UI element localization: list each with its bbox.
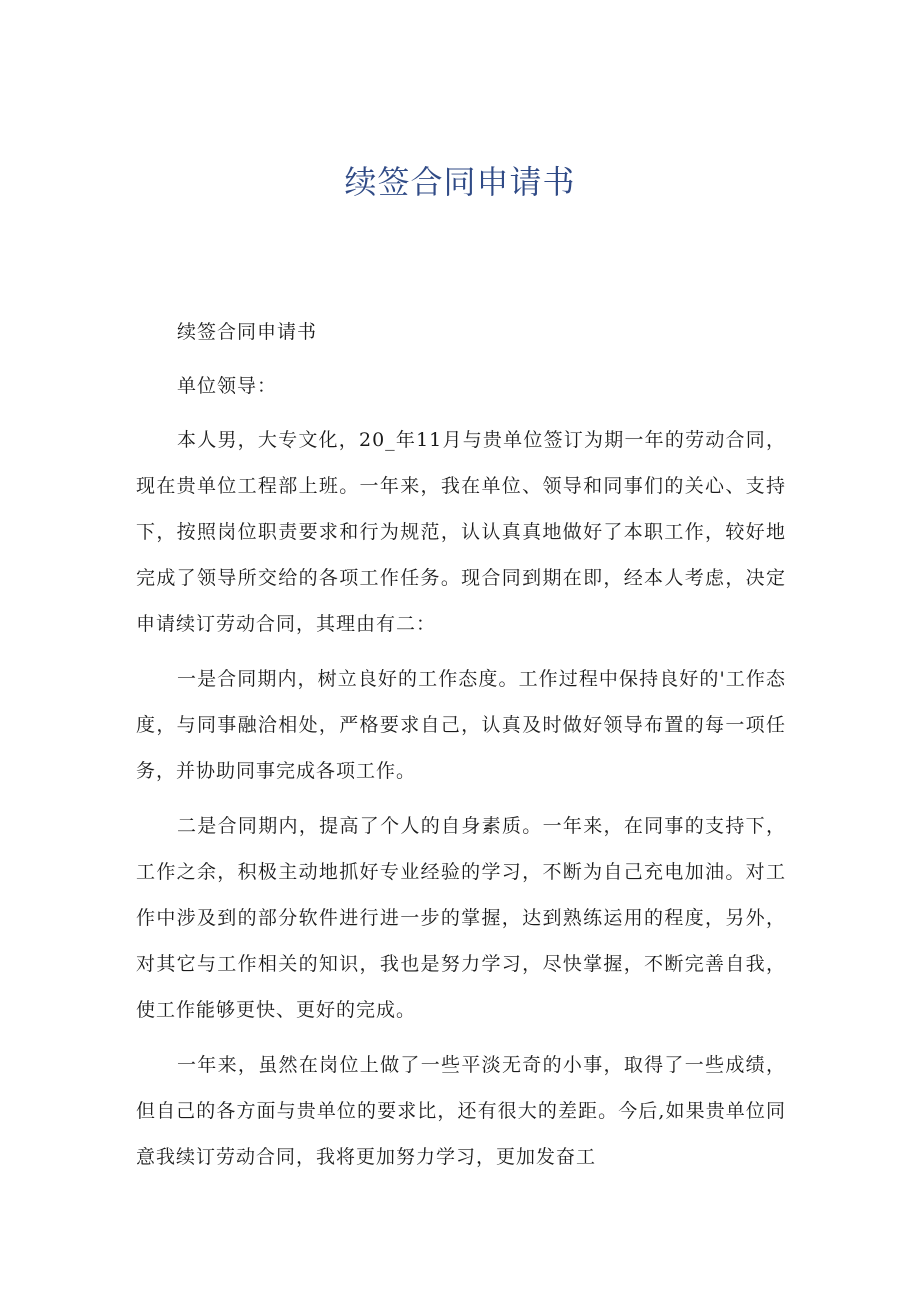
paragraph-conclusion: 一年来，虽然在岗位上做了一些平淡无奇的小事，取得了一些成绩，但自己的各方面与贵单位的要求比，还有很大的差距。今后,如果贵单位同意我续订劳动合同，我将更加努力学习，更加发奋工 (136, 1054, 786, 1168)
salutation: 单位领导： (177, 375, 278, 397)
document-title: 续签合同申请书 (344, 163, 576, 201)
body-heading: 续签合同申请书 (177, 321, 318, 343)
paragraph-reason-two: 二是合同期内，提高了个人的自身素质。一年来，在同事的支持下，工作之余，积极主动地抓好专业经验的学习，不断为自己充电加油。对工作中涉及到的部分软件进行进一步的掌握，达到熟练运用的程度，另外，对其它与工作相关的知识，我也是努力学习，尽快掌握，不断完善自我，使工作能够更快、更好的完成。 (136, 815, 786, 1021)
paragraph-intro: 本人男，大专文化，20_年11月与贵单位签订为期一年的劳动合同，现在贵单位工程部上班。一年来，我在单位、领导和同事们的关心、支持下，按照岗位职责要求和行为规范，认认真真地做好了本职工作，较好地完成了领导所交给的各项工作任务。现合同到期在即，经本人考虑，决定申请续订劳动合同，其理由有二： (136, 429, 786, 635)
paragraph-reason-one: 一是合同期内，树立良好的工作态度。工作过程中保持良好的'工作态度，与同事融洽相处，严格要求自己，认真及时做好领导布置的每一项任务，并协助同事完成各项工作。 (136, 668, 786, 782)
document-body (136, 309, 786, 1189)
